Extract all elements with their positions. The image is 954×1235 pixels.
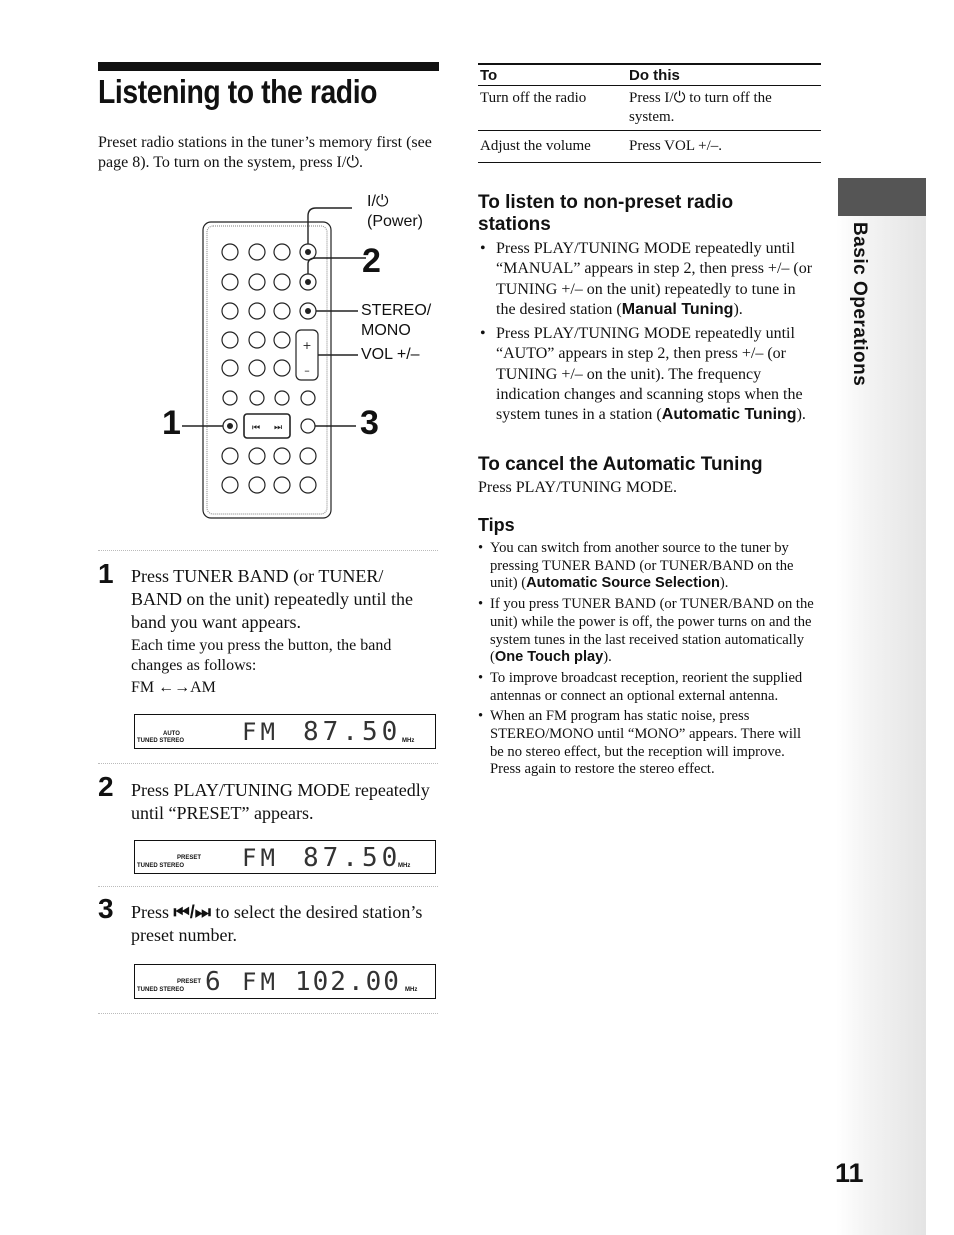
dotted-divider [98, 1013, 438, 1015]
lcd-frequency: 87.50 [303, 843, 402, 873]
lcd-unit: MHz [398, 863, 411, 869]
step-2-number: 2 [98, 771, 114, 802]
lcd-frequency: 87.50 [303, 717, 402, 747]
table-row [478, 131, 821, 163]
svg-text:+: + [302, 339, 312, 352]
lcd-indicator: TUNED STEREO [137, 863, 185, 869]
step-1-text: Press TUNER BAND (or TUNER/ BAND on the unit) repeatedly until the band you want appears. [131, 566, 413, 632]
lcd-display-step-3 [134, 964, 436, 999]
callout-3: 3 [360, 404, 379, 442]
table-cell: Press VOL +/–. [627, 131, 821, 163]
cancel-text: Press PLAY/TUNING MODE. [478, 479, 677, 496]
remote-illustration [160, 192, 450, 532]
tips-section [478, 514, 818, 782]
svg-text:⏮: ⏮ [251, 423, 261, 433]
list-item-text: ). [603, 649, 612, 666]
table-row [478, 86, 821, 131]
step-1-number: 1 [98, 558, 114, 589]
step-3-text-post: to select the desired station’s preset number. [131, 902, 423, 945]
list-item-text: To improve broadcast reception, reorient the supplied antennas or connect an optional external antenna. [490, 669, 803, 704]
callout-1: 1 [162, 404, 181, 442]
dotted-divider [98, 886, 438, 888]
lcd-indicator: AUTO [163, 731, 180, 737]
mono-label: MONO [361, 322, 411, 339]
list-item [478, 540, 818, 593]
list-item-text: If you press TUNER BAND (or TUNER/BAND on the unit) while the power is off, the power turns on and the system tunes in the last received station automatically ( [490, 596, 814, 666]
table-cell: Press I/⏻ to turn off the system. [627, 86, 821, 131]
controls-table [478, 63, 821, 163]
lcd-band: FM [242, 968, 279, 996]
lcd-indicator: TUNED STEREO [137, 987, 185, 993]
table-cell: Adjust the volume [478, 131, 627, 163]
vol-label: VOL +/– [361, 346, 420, 363]
non-preset-section [478, 192, 818, 430]
list-item-bold: Automatic Source Selection [526, 575, 720, 592]
skip-keys-icon: ⏮/⏭ [173, 902, 211, 922]
table-header: To [478, 64, 627, 86]
list-item-text: Press PLAY/TUNING MODE repeatedly until “MANUAL” appears in step 2, then press +/– (or TUNING +/– on the unit) repeatedly to tune in the desired station ( [496, 240, 813, 318]
page-number: 11 [835, 1158, 864, 1188]
cancel-section [478, 454, 823, 498]
band-cycle: FM ←→AM [131, 679, 216, 696]
step-3-text [131, 901, 431, 947]
tips-heading: Tips [478, 515, 515, 535]
lcd-indicator: PRESET [177, 979, 202, 985]
table-header-row [478, 64, 821, 86]
list-item-text: ). [719, 575, 729, 592]
non-preset-list [478, 239, 818, 426]
lcd-preset-number: 6 [205, 967, 225, 997]
lcd-display-step-1 [134, 714, 436, 749]
dotted-divider [98, 763, 438, 765]
section-heading: To listen to non-preset radio stations [478, 192, 734, 235]
section-tab-label: Basic Operations [849, 222, 870, 387]
step-2-text: Press PLAY/TUNING MODE repeatedly until “PRESET” appears. [131, 780, 430, 823]
list-item [478, 708, 818, 779]
table-cell: Turn off the radio [478, 86, 627, 131]
list-item [478, 596, 818, 667]
step-1-subtext: Each time you press the button, the band changes as follows: [131, 637, 392, 674]
list-item-text: When an FM program has static noise, press STEREO/MONO until “MONO” appears. There will be no stereo effect, but the reception will improve. Press again to restore the stereo effect. [490, 708, 802, 778]
page-title: Listening to the radio [98, 73, 378, 110]
intro-text: Preset radio stations in the tuner’s memory first (see page 8). To turn on the system, press I/⏻. [98, 134, 432, 171]
lcd-display-step-2 [134, 840, 436, 874]
svg-text:⏭: ⏭ [273, 423, 283, 433]
step-3-number: 3 [98, 893, 114, 924]
table-header: Do this [627, 64, 821, 86]
lcd-frequency: 102.00 [295, 967, 401, 997]
lcd-band: FM [242, 844, 279, 872]
title-rule [98, 62, 439, 71]
list-item [478, 670, 818, 705]
section-tab [838, 178, 926, 216]
stereo-label: STEREO/ [361, 302, 432, 319]
lcd-unit: MHz [402, 738, 415, 744]
tips-list [478, 540, 818, 779]
dotted-divider [98, 550, 438, 552]
lcd-band: FM [242, 718, 279, 746]
lcd-unit: MHz [405, 987, 418, 993]
list-item-text: ). [733, 300, 743, 318]
svg-text:–: – [304, 364, 310, 377]
lcd-indicator: PRESET [177, 855, 202, 861]
power-sub-label: (Power) [367, 213, 424, 230]
list-item-text: You can switch from another source to the tuner by pressing TUNER BAND (or TUNER/BAND on the unit) ( [490, 540, 794, 592]
lcd-indicator: TUNED STEREO [137, 738, 185, 744]
list-item-bold: One Touch play [494, 649, 604, 666]
power-label: I/⏻ [367, 193, 389, 210]
list-item [478, 324, 818, 425]
callout-2: 2 [362, 242, 381, 280]
list-item-bold: Automatic Tuning [661, 406, 797, 424]
list-item-text: ). [796, 406, 806, 424]
list-item [478, 239, 818, 320]
list-item-text: Press PLAY/TUNING MODE repeatedly until “AUTO” appears in step 2, then press +/– (or TUNING +/– on the unit). The frequency indication changes and scanning stops when the system tunes in a station ( [496, 325, 803, 424]
section-heading: To cancel the Automatic Tuning [478, 454, 763, 475]
step-3-text-pre: Press [131, 902, 174, 922]
list-item-bold: Manual Tuning [621, 300, 734, 318]
